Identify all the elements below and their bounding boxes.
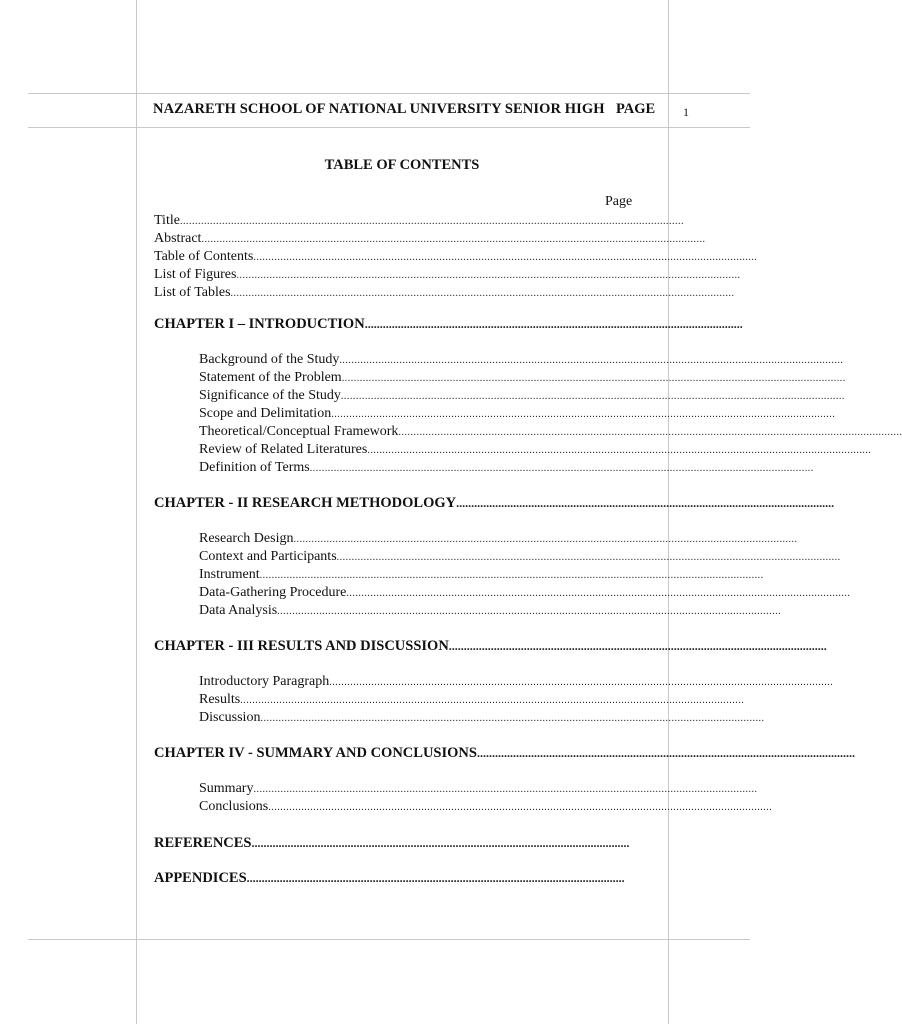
toc-section	[199, 441, 872, 459]
dot-leader: ........................................................................................................................................................................	[309, 463, 814, 474]
dot-leader: ..............................................................................................................................	[448, 639, 827, 653]
toc-entry-label: List of Tables	[154, 285, 231, 300]
toc-section	[199, 798, 773, 816]
dot-leader: ........................................................................................................................................................................	[293, 534, 798, 545]
dot-leader: ........................................................................................................................................................................	[367, 445, 872, 456]
toc-section	[199, 423, 902, 441]
dot-leader: ..............................................................................................................................	[456, 496, 835, 510]
toc-entry-label: Abstract	[154, 231, 202, 246]
toc-section-label: Significance of the Study	[199, 388, 341, 403]
toc-section	[199, 691, 745, 709]
toc-section	[199, 369, 846, 387]
dot-leader: ........................................................................................................................................................................	[331, 409, 836, 420]
toc-title: TABLE OF CONTENTS	[324, 157, 480, 173]
toc-entry-label: Title	[154, 213, 180, 228]
toc-section-label: Theoretical/Conceptual Framework	[199, 424, 399, 439]
toc-section-label: Results	[199, 692, 241, 707]
toc-entry-label: Table of Contents	[154, 249, 254, 264]
toc-section-label: Review of Related Literatures	[199, 442, 368, 457]
header-top-line	[28, 93, 750, 94]
toc-section	[199, 780, 758, 798]
dot-leader: ........................................................................................................................................................................	[253, 784, 758, 795]
toc-entry-table-of-contents	[154, 248, 758, 266]
toc-section-label: Context and Participants	[199, 549, 337, 564]
toc-section-label: Definition of Terms	[199, 460, 310, 475]
toc-entry-abstract	[154, 230, 706, 248]
dot-leader: ..............................................................................................................................	[251, 836, 630, 850]
dot-leader: ........................................................................................................................................................................	[339, 355, 844, 366]
toc-appendices	[154, 869, 634, 887]
dot-leader: ..............................................................................................................................	[246, 871, 625, 885]
dot-leader: ........................................................................................................................................................................	[201, 234, 706, 245]
footer-line	[28, 939, 750, 940]
toc-section	[199, 673, 834, 691]
toc-section	[199, 602, 782, 620]
dot-leader: ........................................................................................................................................................................	[236, 270, 741, 281]
toc-section	[199, 405, 836, 423]
toc-section-label: Background of the Study	[199, 352, 340, 367]
dot-leader: ........................................................................................................................................................................	[179, 216, 684, 227]
toc-entry-title	[154, 212, 684, 230]
toc-section-label: Research Design	[199, 531, 294, 546]
toc-section-label: Instrument	[199, 567, 260, 582]
dot-leader: ........................................................................................................................................................................	[259, 570, 764, 581]
dot-leader: ........................................................................................................................................................................	[329, 677, 834, 688]
toc-chapter-1	[154, 315, 743, 333]
toc-section-label: Statement of the Problem	[199, 370, 342, 385]
toc-chapter-2	[154, 494, 835, 512]
dot-leader: ........................................................................................................................................................................	[340, 391, 845, 402]
toc-section-label: Scope and Delimitation	[199, 406, 332, 421]
dot-leader: ........................................................................................................................................................................	[253, 252, 758, 263]
toc-section	[199, 709, 765, 727]
toc-section	[199, 584, 851, 602]
dot-leader: ..............................................................................................................................	[364, 317, 743, 331]
toc-section-label: Discussion	[199, 710, 261, 725]
toc-entry-list-of-tables	[154, 284, 735, 302]
toc-section	[199, 459, 814, 477]
dot-leader: ........................................................................................................................................................................	[398, 427, 902, 438]
toc-entry-list-of-figures	[154, 266, 741, 284]
toc-chapter-label: REFERENCES	[154, 835, 252, 851]
school-header-title: NAZARETH SCHOOL OF NATIONAL UNIVERSITY SENIOR HIGH	[153, 101, 605, 117]
toc-section-label: Summary	[199, 781, 254, 796]
toc-entry-label: List of Figures	[154, 267, 237, 282]
dot-leader: ........................................................................................................................................................................	[230, 288, 735, 299]
dot-leader: ........................................................................................................................................................................	[268, 802, 773, 813]
dot-leader: ........................................................................................................................................................................	[336, 552, 841, 563]
toc-chapter-label: CHAPTER - II RESEARCH METHODOLOGY	[154, 495, 457, 511]
page-column-label: Page	[605, 194, 633, 209]
header-page-number: 1	[683, 105, 689, 119]
dot-leader: ........................................................................................................................................................................	[277, 606, 782, 617]
toc-section	[199, 548, 841, 566]
toc-chapter-label: CHAPTER I – INTRODUCTION	[154, 316, 365, 332]
toc-section-label: Conclusions	[199, 799, 269, 814]
toc-chapter-label: CHAPTER IV - SUMMARY AND CONCLUSIONS	[154, 745, 477, 761]
dot-leader: ........................................................................................................................................................................	[346, 588, 851, 599]
toc-section-label: Data Analysis	[199, 603, 278, 618]
dot-leader: ........................................................................................................................................................................	[341, 373, 846, 384]
toc-section	[199, 387, 845, 405]
header-page-label: PAGE	[616, 101, 656, 117]
dot-leader: ........................................................................................................................................................................	[260, 713, 765, 724]
dot-leader: ........................................................................................................................................................................	[240, 695, 745, 706]
toc-section-label: Introductory Paragraph	[199, 674, 330, 689]
left-margin-line	[136, 0, 137, 1024]
toc-chapter-3	[154, 637, 827, 655]
toc-section	[199, 530, 798, 548]
dot-leader: ..............................................................................................................................	[476, 746, 855, 760]
toc-section	[199, 351, 844, 369]
right-margin-line	[668, 0, 669, 1024]
toc-section-label: Data-Gathering Procedure	[199, 585, 347, 600]
toc-references	[154, 834, 634, 852]
toc-chapter-4	[154, 744, 855, 762]
toc-chapter-label: APPENDICES	[154, 870, 247, 886]
header-bottom-line	[28, 127, 750, 128]
toc-chapter-label: CHAPTER - III RESULTS AND DISCUSSION	[154, 638, 449, 654]
toc-section	[199, 566, 764, 584]
